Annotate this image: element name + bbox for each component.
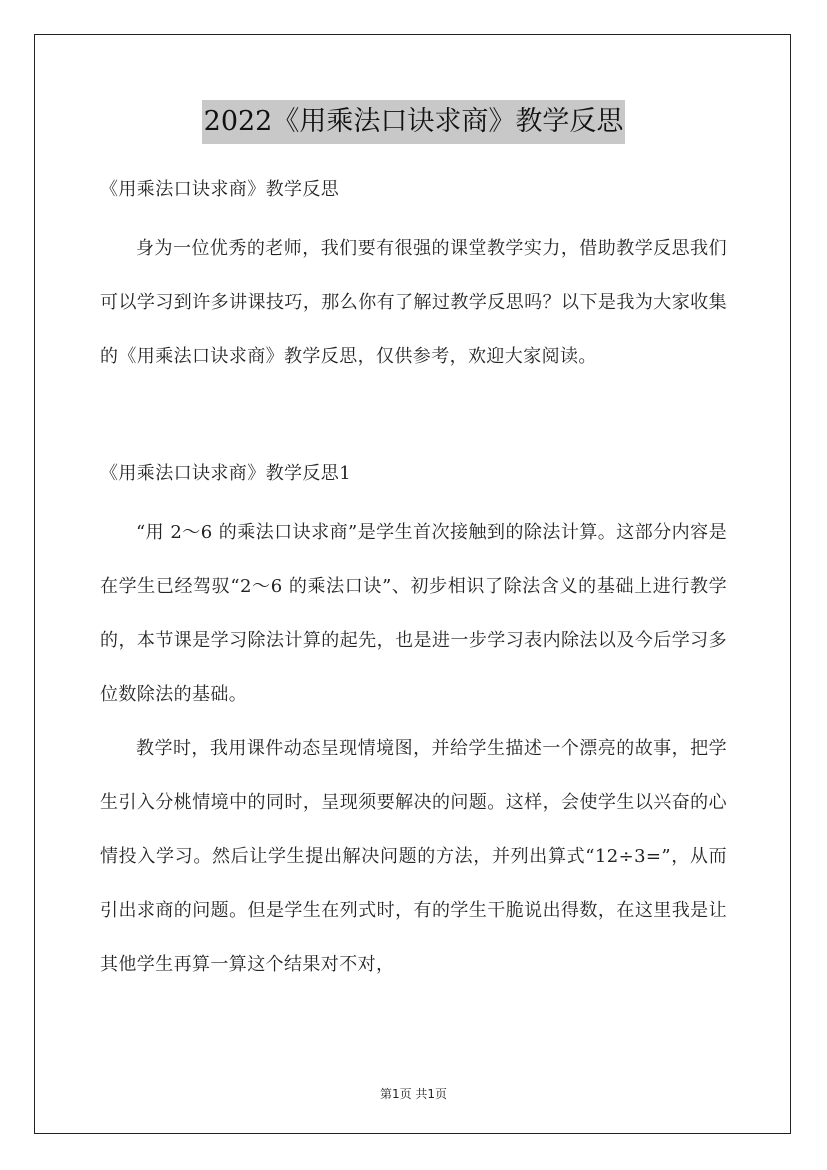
intro-paragraph: 身为一位优秀的老师，我们要有很强的课堂教学实力，借助教学反思我们可以学习到许多讲课技巧，那么你有了解过教学反思吗？以下是我为大家收集的《用乘法口诀求商》教学反思，仅供参考，欢迎大家阅读。 [100,238,727,367]
body-paragraph-2: 教学时，我用课件动态呈现情境图，并给学生描述一个漂亮的故事，把学生引入分桃情境中的同时，呈现须要解决的问题。这样，会使学生以兴奋的心情投入学习。然后让学生提出解决问题的方法，并列出算式“12÷3=”，从而引出求商的问题。但是学生在列式时，有的学生干脆说出得数，在这里我是让其他学生再算一算这个结果对不对， [100,738,727,975]
document-title: 2022《用乘法口诀求商》教学反思 [202,100,626,144]
body-paragraph-1: “用 2～6 的乘法口诀求商”是学生首次接触到的除法计算。这部分内容是在学生已经驾驭“2～6 的乘法口诀”、初步相识了除法含义的基础上进行教学的，本节课是学习除法计算的起先，也是进一步学习表内除法以及今后学习多位数除法的基础。 [100,522,727,705]
document-body [100,170,727,992]
section-heading-1: 《用乘法口诀求商》教学反思1 [100,463,352,484]
page-footer: 第1页 共1页 [379,1087,448,1101]
title-container [0,100,827,144]
section-heading: 《用乘法口诀求商》教学反思 [100,179,340,200]
